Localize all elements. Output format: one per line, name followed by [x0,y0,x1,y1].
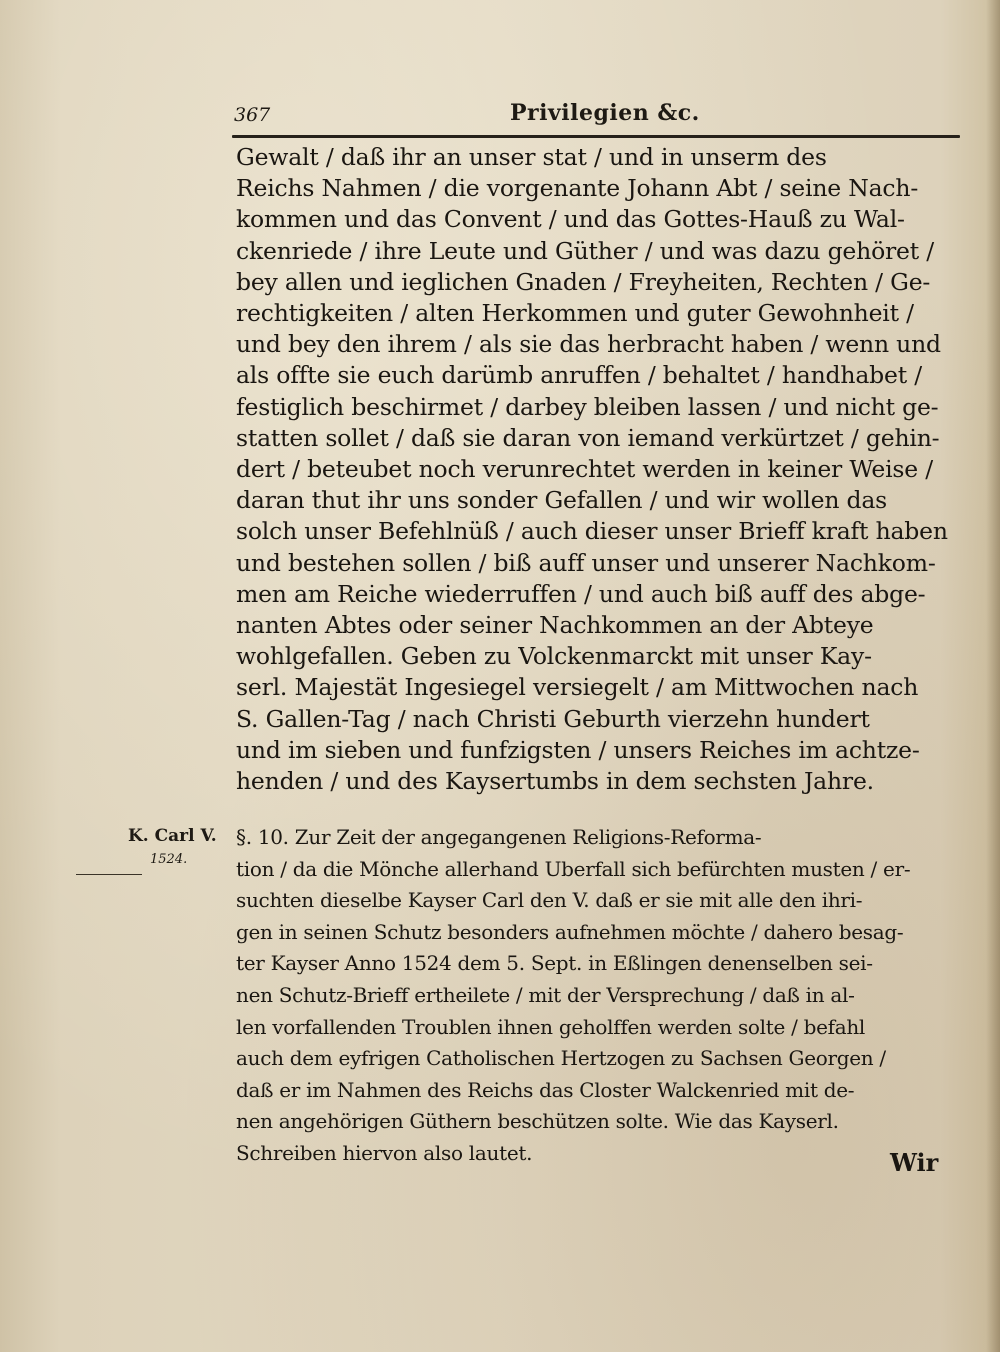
text-line: Schreiben hiervon also lautet. [236,1140,533,1165]
text-line: bey allen und ieglichen Gnaden / Freyheiten, Rechten / Ge- [236,267,931,296]
text-line: statten sollet / daß sie daran von iemand verkürtzet / gehin- [236,423,940,452]
marginal-note-year: 1524. [150,852,188,867]
text-line: rechtigkeiten / alten Herkommen und guter Gewohnheit / [236,299,914,328]
text-line: len vorfallenden Troublen ihnen geholffen werden solte / befahl [236,1014,866,1039]
text-line: S. Gallen-Tag / nach Christi Geburth vierzehn hundert [236,704,870,733]
page-header [232,98,962,134]
text-line: gen in seinen Schutz besonders aufnehmen möchte / dahero besag- [236,919,904,944]
text-line: Reichs Nahmen / die vorgenante Johann Abt / seine Nach- [236,174,919,203]
text-line: wohlgefallen. Geben zu Volckenmarckt mit unser Kay- [236,642,872,671]
text-line: nen Schutz-Brieff ertheilete / mit der Versprechung / daß in al- [236,982,855,1007]
marginal-note-text: K. Carl V. [128,826,217,846]
text-line: dert / beteubet noch verunrechtet werden in keiner Weise / [236,455,933,484]
text-line: auch dem eyfrigen Catholischen Hertzogen zu Sachsen Georgen / [236,1046,886,1071]
marginal-note [128,826,228,867]
text-line: und bey den ihrem / als sie das herbracht haben / wenn und [236,330,941,359]
text-line: ckenriede / ihre Leute und Güther / und was dazu gehöret / [236,236,934,265]
page-number: 367 [234,104,271,126]
text-line: nen angehörigen Güthern beschützen solte. Wie das Kayserl. [236,1109,839,1134]
text-line: daran thut ihr uns sonder Gefallen / und wir wollen das [236,486,888,515]
text-line: ter Kayser Anno 1524 dem 5. Sept. in Eßlingen denenselben sei- [236,951,873,976]
text-line: kommen und das Convent / und das Gottes-Hauß zu Wal- [236,205,905,234]
text-line: und bestehen sollen / biß auff unser und unserer Nachkom- [236,548,936,577]
text-line: men am Reiche wiederruffen / und auch biß auff des abge- [236,579,926,608]
text-line: festiglich beschirmet / darbey bleiben lassen / und nicht ge- [236,392,939,421]
text-line: tion / da die Mönche allerhand Uberfall sich befürchten musten / er- [236,856,911,881]
text-line: §. 10. Zur Zeit der angegangenen Religions-Reforma- [236,825,762,849]
text-line: Gewalt / daß ihr an unser stat / und in unserm des [236,143,827,171]
text-line: nanten Abtes oder seiner Nachkommen an der Abteye [236,611,874,640]
marginal-rule [76,874,142,875]
text-line: serl. Majestät Ingesiegel versiegelt / am Mittwochen nach [236,673,919,702]
text-line: und im sieben und funfzigsten / unsers Reiches im achtze- [236,735,920,764]
paragraph-2 [236,822,958,1170]
catchword: Wir [890,1148,939,1177]
text-line: daß er im Nahmen des Reichs das Closter Walckenried mit de- [236,1077,855,1102]
page-edge-shadow [986,0,1000,1352]
running-title: Privilegien &c. [510,100,700,126]
text-line: als offte sie euch darümb anruffen / behaltet / handhabet / [236,361,922,390]
paragraph-1 [236,142,958,797]
text-line: henden / und des Kaysertumbs in dem sechsten Jahre. [236,767,874,796]
text-line: solch unser Befehlnüß / auch dieser unser Brieff kraft haben [236,517,948,546]
text-line: suchten dieselbe Kayser Carl den V. daß er sie mit alle den ihri- [236,888,863,913]
header-rule [232,135,960,138]
